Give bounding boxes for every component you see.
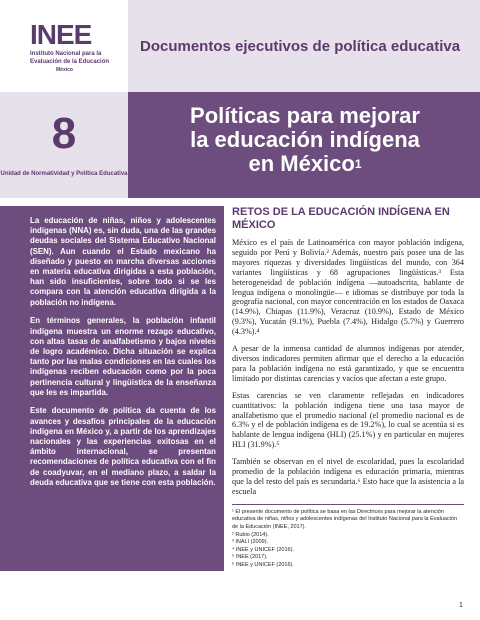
title-line-2: la educación indígena bbox=[190, 127, 420, 152]
title-footnote-mark: 1 bbox=[354, 157, 362, 171]
title-line-1: Políticas para mejorar bbox=[190, 103, 420, 128]
page-number: 1 bbox=[459, 602, 463, 609]
footnote: ¹ El presente documento de política se basa en las Directrices para mejorar la atención educativa de niñas, niños y adolescentes indígenas del Instituto Nacional para la Evaluación de la Educación (INEE, 2017). bbox=[232, 508, 458, 530]
unit-label: Unidad de Normatividad y Política Educativa bbox=[0, 171, 128, 177]
footnote: ⁵ INEE (2017). bbox=[232, 554, 268, 561]
logo-text: INEE bbox=[30, 19, 92, 50]
summary-paragraph: En términos generales, la población infantil indígena muestra un enorme rezago educativo, con altas tasas de analfabetismo y bajos niveles de logro académico. Dicha situación se explica tanto por las malas condiciones en las cuales los indígenas reciben educación como por la poca pertinencia cultural y lingüística de la enseñanza que les es impartida. bbox=[30, 316, 216, 397]
footnotes bbox=[232, 509, 464, 570]
footnote: ³ INALI (2009). bbox=[232, 539, 269, 546]
title-line-3 bbox=[140, 152, 470, 176]
series-title: Documentos ejecutivos de política educativa bbox=[140, 38, 461, 55]
institute-name: Instituto Nacional para la Evaluación de la Educación bbox=[30, 51, 110, 65]
summary-paragraph: La educación de niñas, niños y adolescentes indígenas (NNA) es, sin duda, una de las grandes deudas sociales del Sistema Educativo Nacional (SEN). Aun cuando el Estado mexicano ha diseñado y puesto en marcha diversas acciones en materia educativa dirigidas a esta población, han sido insuficientes, sobre todo si se les compara con la atención educativa dirigida a la población no indígena. bbox=[30, 216, 216, 307]
institute-country: México bbox=[56, 67, 73, 73]
body-paragraph: México es el país de Latinoamérica con mayor población indígena, seguido por Perú y Bolivia.² Además, nuestro país posee una de las mayores riquezas y diversidades lingüísticas del mundo, con 364 variantes lingüísticas y 68 agrupaciones lingüísticas.³ Esta heterogeneidad de población indígena —autoadscrita, hablante de lengua indígena o monolingüe— e idiomas se distribuye por toda la geografía nacional, con mayor concentración en los estados de Oaxaca (14.9%), Chiapas (11.9%), Veracruz (10.9%), Estado de México (9.3%), Yucatán (9.1%), Puebla (7.4%), Hidalgo (5.7%) y Guerrero (4.3%).⁴ bbox=[232, 238, 464, 337]
title-line-3-text: en México bbox=[248, 151, 355, 176]
footnote: ² Rubio (2014). bbox=[232, 531, 269, 538]
summary-column bbox=[0, 206, 224, 571]
document-number: 8 bbox=[51, 109, 77, 158]
body-column bbox=[232, 206, 464, 570]
summary-paragraph: Este documento de política da cuenta de los avances y desafíos principales de la educación indígena en México y, a partir de los aprendizajes nacionales y las experiencias exitosas en el ámbito internacional, se presentan recomendaciones de política educativa con el fin de coadyuvar, en el mediano plazo, a saldar la deuda educativa que se tiene con esta población. bbox=[30, 406, 216, 487]
logo-area bbox=[0, 0, 128, 92]
body-paragraph: También se observan en el nivel de escolaridad, pues la escolaridad promedio de la población indígena es educación primaria, mientras que la del resto del país es secundaria.⁶ Esto hace que la asistencia a la escuela bbox=[232, 457, 464, 496]
page-title bbox=[140, 104, 470, 176]
footnote: ⁴ INEE y UNICEF (2016). bbox=[232, 546, 294, 553]
footnote-divider bbox=[232, 504, 464, 505]
footnote: ⁶ INEE y UNICEF (2016). bbox=[232, 561, 294, 568]
inee-logo bbox=[30, 20, 91, 50]
body-paragraph: A pesar de la inmensa cantidad de alumnos indígenas por atender, diversos indicadores permiten afirmar que el derecho a la educación para la población indígena no está garantizado, y que se encuentra limitado por distintas carencias y vacíos que afectan a este grupo. bbox=[232, 344, 464, 383]
body-paragraph: Estas carencias se ven claramente reflejadas en indicadores cuantitativos: la población indígena tiene una tasa mayor de analfabetismo que el promedio nacional (el promedio nacional es de 6.3% y el de población indígena es de 19.2%), lo cual se acentúa si es hablante de lengua indígena (HLI) (25.1%) y en particular en mujeres HLI (31.9%).⁵ bbox=[232, 390, 464, 450]
section-heading: RETOS DE LA EDUCACIÓN INDÍGENA EN MÉXICO bbox=[232, 206, 450, 231]
